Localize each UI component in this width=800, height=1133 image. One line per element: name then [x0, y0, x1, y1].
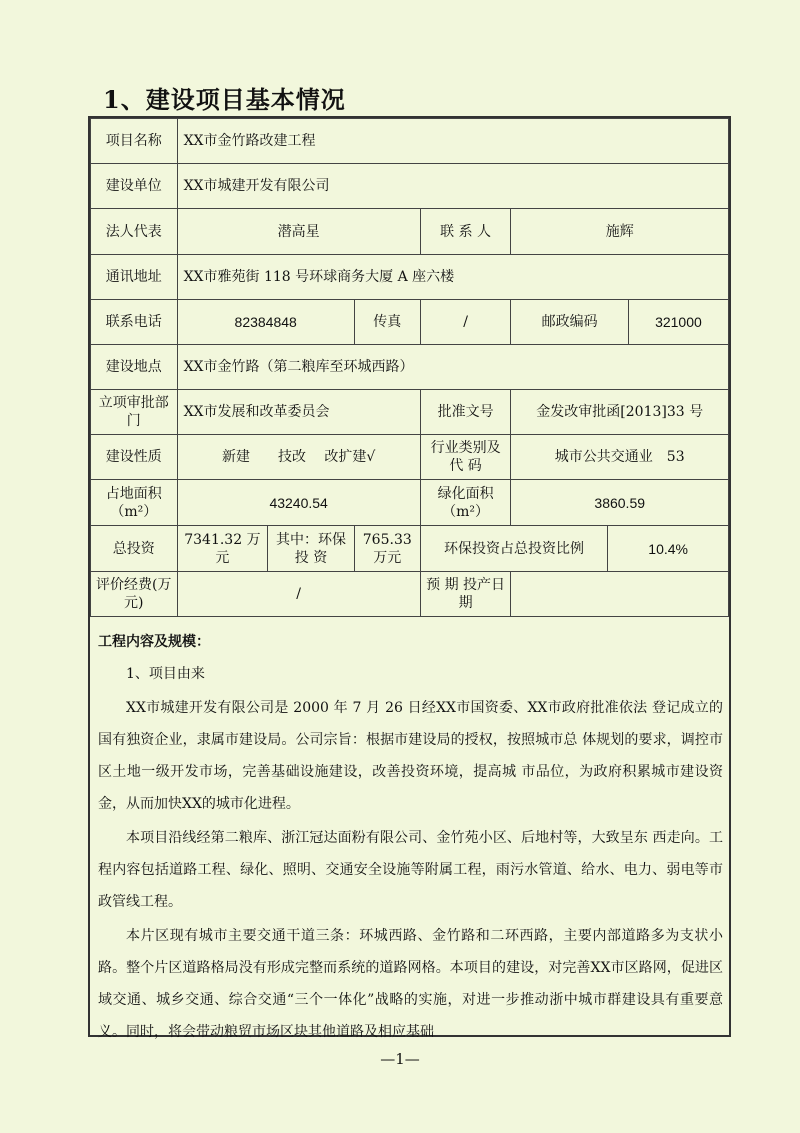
legal-rep-value: 潜高星 — [177, 209, 420, 255]
nature-label: 建设性质 — [91, 435, 178, 480]
industry-label: 行业类别及 代 码 — [420, 435, 511, 480]
content-title: 工程内容及规模： — [98, 634, 210, 650]
env-ratio-value: 10.4% — [608, 526, 729, 572]
contact-value: 施辉 — [511, 209, 729, 255]
land-area-value: 43240.54 — [177, 480, 420, 526]
env-investment-value: 765.33 万元 — [354, 526, 420, 572]
address-label: 通讯地址 — [91, 255, 178, 300]
contact-label: 联 系 人 — [420, 209, 511, 255]
row-project-name — [91, 119, 729, 164]
phone-label: 联系电话 — [91, 300, 178, 345]
green-area-label — [420, 480, 511, 526]
row-nature — [91, 435, 729, 480]
row-phone — [91, 300, 729, 345]
fax-value: / — [420, 300, 511, 345]
row-address — [91, 255, 729, 300]
project-info-frame — [88, 116, 731, 1040]
industry-value: 城市公共交通业 53 — [511, 435, 729, 480]
fax-label: 传真 — [354, 300, 420, 345]
total-investment-value: 7341.32 万元 — [177, 526, 268, 572]
env-investment-label: 其中：环保 投 资 — [268, 526, 355, 572]
project-content-section — [98, 632, 723, 1050]
page-number: —1— — [380, 1050, 420, 1068]
row-legal-rep — [91, 209, 729, 255]
approval-no-label: 批准文号 — [420, 390, 511, 435]
row-evaluation — [91, 572, 729, 617]
project-name-label: 项目名称 — [91, 119, 178, 164]
construction-unit-label: 建设单位 — [91, 164, 178, 209]
total-investment-label: 总投资 — [91, 526, 178, 572]
project-info-table — [90, 118, 729, 617]
address-value: XX市雅苑街 118 号环球商务大厦 A 座六楼 — [177, 255, 728, 300]
legal-rep-label: 法人代表 — [91, 209, 178, 255]
land-area-unit: （m²） — [110, 503, 158, 520]
row-approval — [91, 390, 729, 435]
postcode-value: 321000 — [628, 300, 728, 345]
row-area — [91, 480, 729, 526]
production-date-value — [511, 572, 729, 617]
row-investment — [91, 526, 729, 572]
evaluation-fee-value: / — [177, 572, 420, 617]
row-location — [91, 345, 729, 390]
construction-unit-value: XX市城建开发有限公司 — [177, 164, 728, 209]
row-construction-unit — [91, 164, 729, 209]
land-area-label — [91, 480, 178, 526]
land-area-label-text: 占地面积 — [105, 485, 162, 502]
green-area-unit: （m²） — [442, 503, 490, 520]
approval-no-value: 金发改审批函[2013]33 号 — [511, 390, 729, 435]
content-paragraph-3: 本片区现有城市主要交通干道三条：环城西路、金竹路和二环西路，主要内部道路多为支状小路。整个片区道路格局没有形成完整而系统的道路网格。本项目的建设，对完善XX市区路网，促进区域交通、城乡交通、综合交通“三个一体化”战略的实施，对进一步推动浙中城市群建设具有重要意义。同时，将会带动粮贸市场区块其他道路及相应基础 — [98, 928, 723, 1040]
approval-dept-value: XX市发展和改革委员会 — [177, 390, 420, 435]
content-paragraph-2: 本项目沿线经第二粮库、浙江冠达面粉有限公司、金竹苑小区、后地村等，大致呈东 西走向。工程内容包括道路工程、绿化、照明、交通安全设施等附属工程，雨污水管道、给水、电力、弱电等市政管线工程。 — [98, 830, 723, 910]
nature-value: 新建 技改 改扩建√ — [177, 435, 420, 480]
location-label: 建设地点 — [91, 345, 178, 390]
content-paragraph-1: XX市城建开发有限公司是 2000 年 7 月 26 日经XX市国资委、XX市政府批准依法 登记成立的国有独资企业，隶属市建设局。公司宗旨：根据市建设局的授权，按照城市总 体规划的要求，调控市区土地一级开发市场，完善基础设施建设，改善投资环境，提高城 市品位，为政府积累城市建设资金，从而加快XX的城市化进程。 — [98, 700, 723, 812]
approval-dept-label: 立项审批部门 — [91, 390, 178, 435]
section-heading: 1、建设项目基本情况 — [103, 85, 346, 114]
phone-value: 82384848 — [177, 300, 354, 345]
postcode-label: 邮政编码 — [511, 300, 628, 345]
green-area-label-text: 绿化面积 — [437, 485, 494, 502]
production-date-label: 预 期 投产日期 — [420, 572, 511, 617]
env-ratio-label: 环保投资占总投资比例 — [420, 526, 608, 572]
content-subtitle: 1、项目由来 — [126, 666, 205, 682]
project-name-value: XX市金竹路改建工程 — [177, 119, 728, 164]
location-value: XX市金竹路（第二粮库至环城西路） — [177, 345, 728, 390]
evaluation-fee-label: 评价经费(万元) — [91, 572, 178, 617]
green-area-value: 3860.59 — [511, 480, 729, 526]
